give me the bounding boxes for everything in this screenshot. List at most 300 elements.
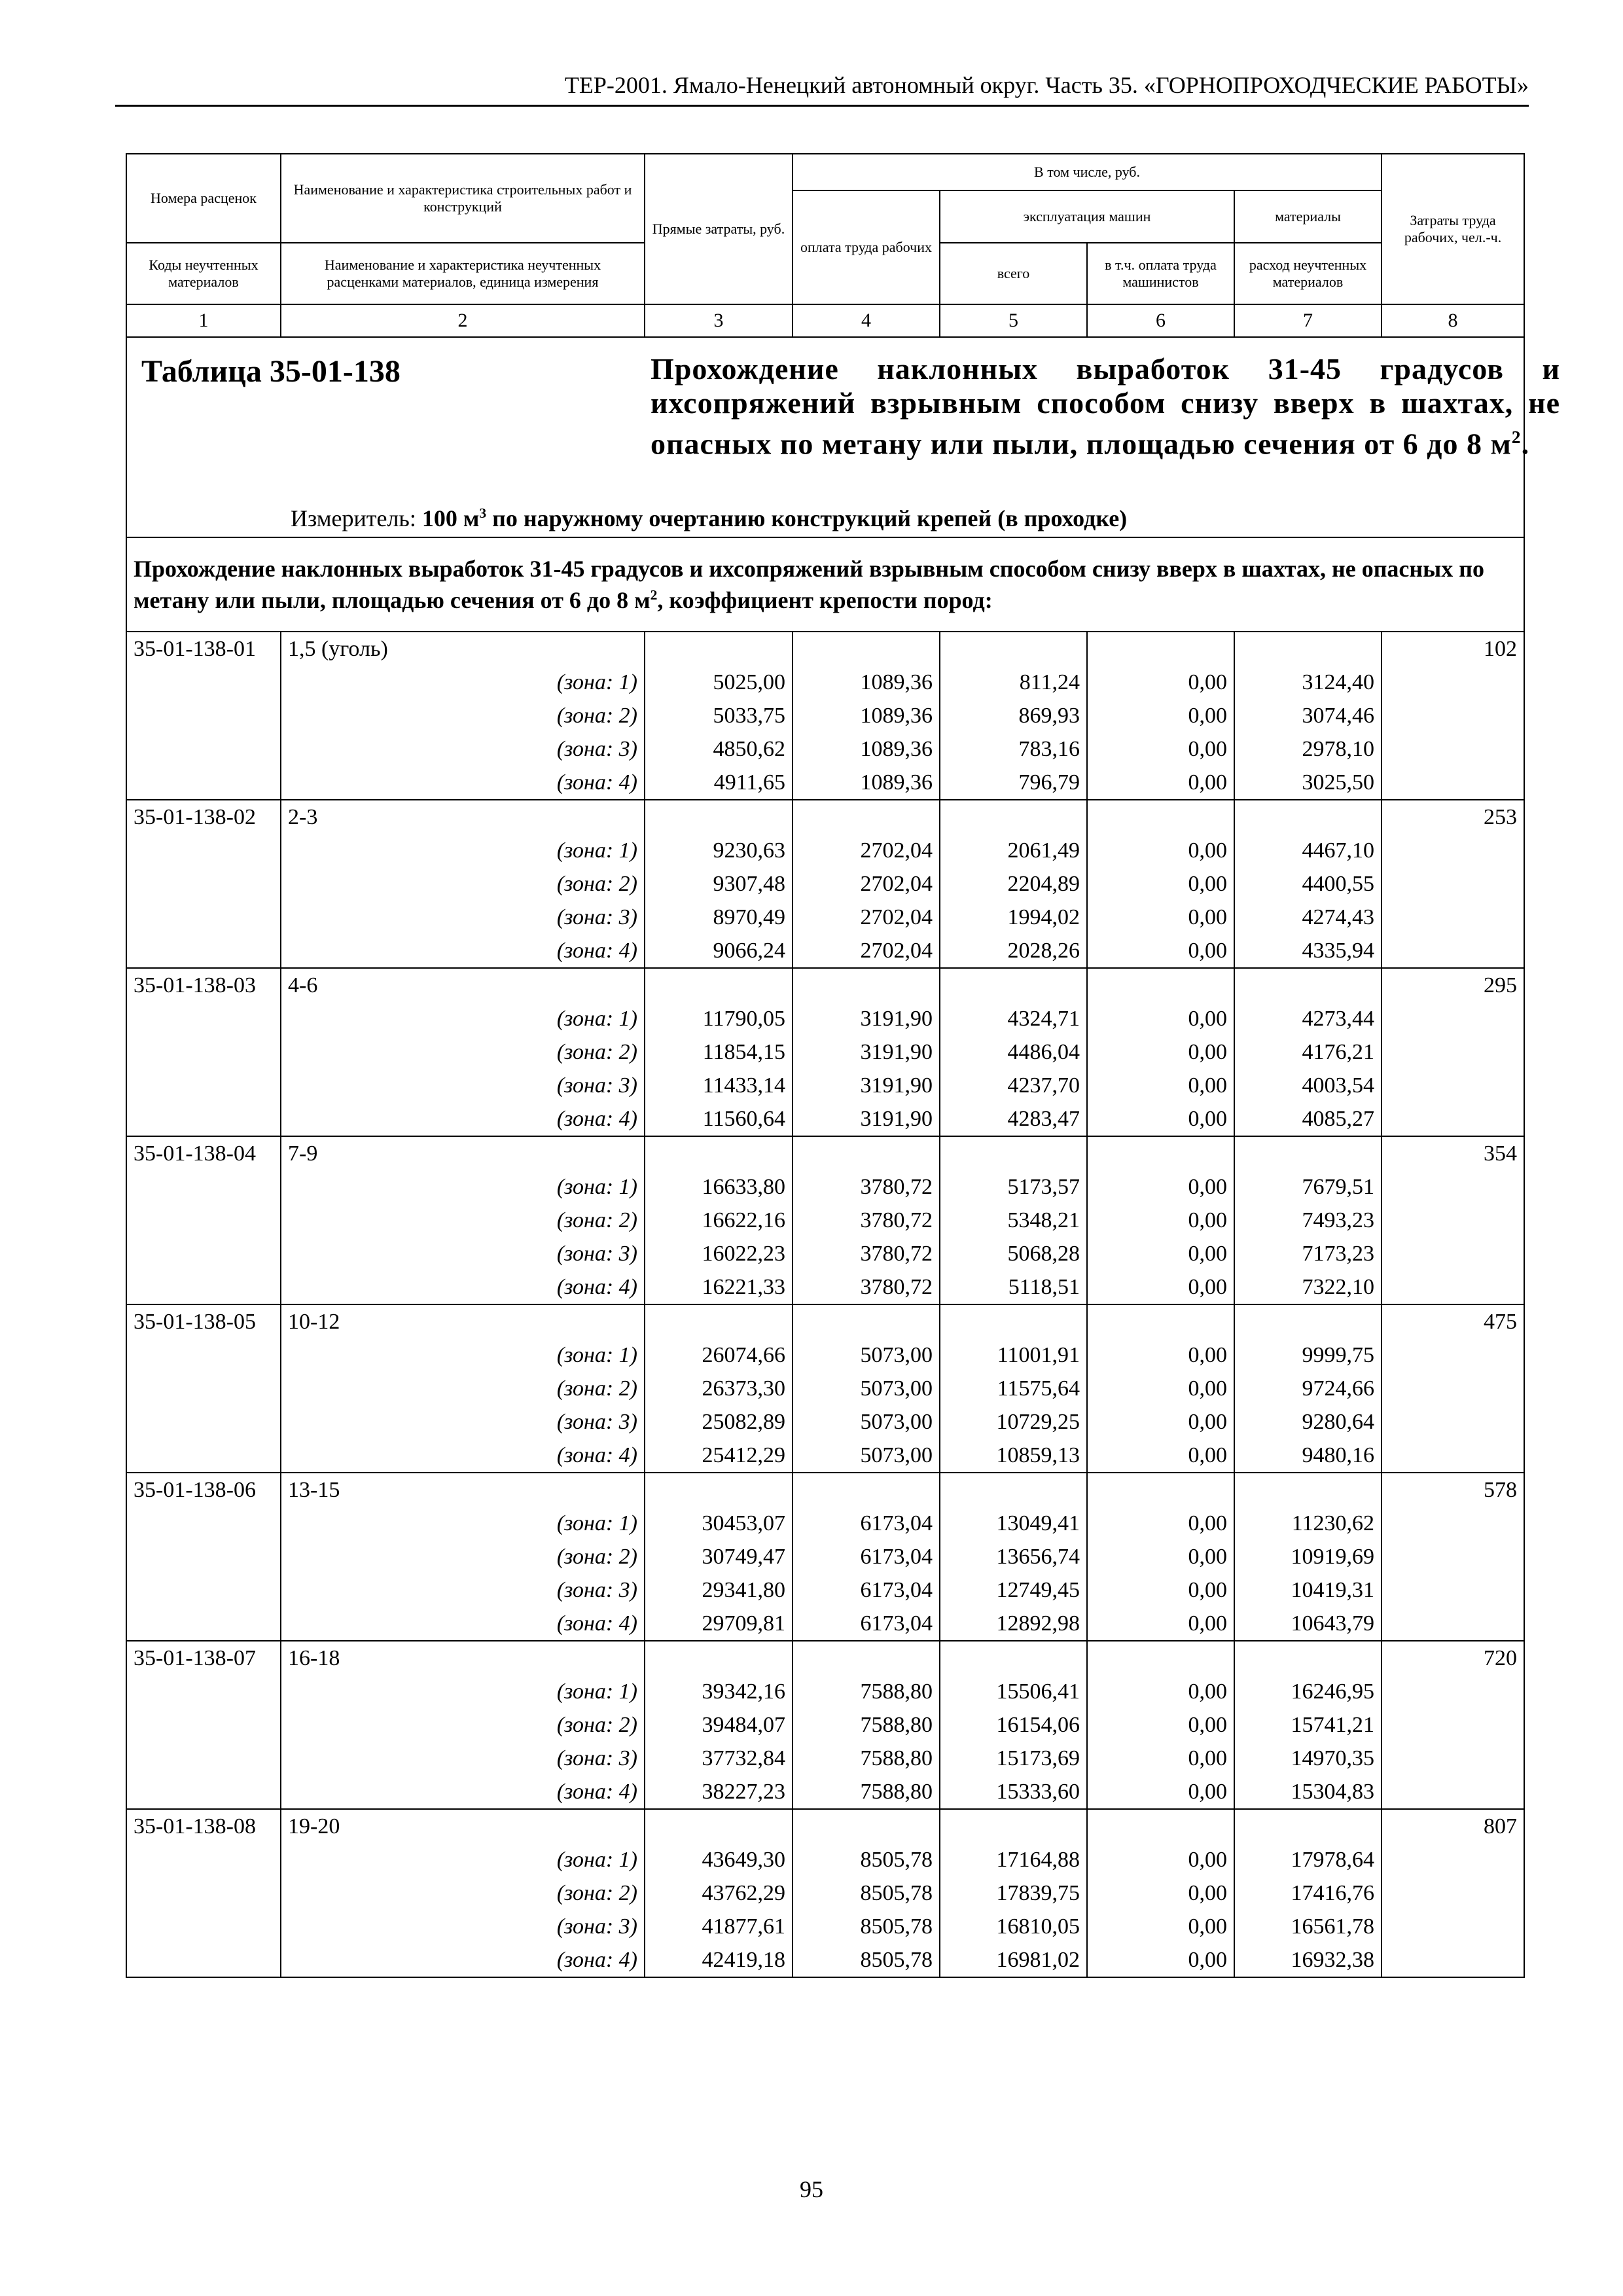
materials-cost-value: 3025,50: [1302, 770, 1375, 795]
materials-cost-value: 9280,64: [1302, 1410, 1375, 1434]
machine-total-value: 11001,91: [997, 1343, 1080, 1367]
machine-total-value: 13049,41: [996, 1511, 1080, 1535]
materials-cost-value: 2978,10: [1302, 737, 1375, 761]
machine-total-value: 12892,98: [996, 1611, 1080, 1636]
direct-cost-cell: [645, 1136, 793, 1304]
machine-total-cell: [940, 1809, 1087, 1977]
column-number: 7: [1234, 304, 1382, 337]
direct-cost-value: 11560,64: [702, 1107, 785, 1131]
materials-cost-value: 16561,78: [1291, 1914, 1375, 1939]
operator-pay-value: 0,00: [1188, 1343, 1227, 1367]
zone-label: (зона: 1): [556, 670, 637, 694]
machine-total-value: 16154,06: [996, 1713, 1080, 1737]
operator-pay-cell: [1087, 1304, 1234, 1473]
direct-cost-cell: [645, 800, 793, 968]
machine-total-value: 13656,74: [996, 1545, 1080, 1569]
labor-pay-value: 5073,00: [860, 1443, 933, 1467]
table-row: [126, 800, 1524, 968]
direct-cost-value: 4850,62: [713, 737, 785, 761]
rate-code-text: 35-01-138-05: [134, 1310, 256, 1334]
materials-cost-value: 7322,10: [1302, 1275, 1375, 1299]
zone-label: (зона: 2): [556, 704, 637, 728]
materials-cost-value: 10419,31: [1291, 1578, 1375, 1602]
materials-cost-value: 15304,83: [1291, 1780, 1375, 1804]
rate-code-text: 35-01-138-04: [134, 1141, 256, 1166]
machine-total-cell: [940, 1304, 1087, 1473]
operator-pay-cell: [1087, 1136, 1234, 1304]
rate-name-text: 2-3: [288, 805, 318, 829]
direct-cost-value: 43649,30: [702, 1848, 785, 1872]
direct-cost-cell: [645, 1641, 793, 1809]
table-row: [126, 968, 1524, 1136]
zone-label: (зона: 2): [556, 1545, 637, 1569]
zone-label: (зона: 2): [556, 1881, 637, 1905]
direct-cost-value: 5025,00: [713, 670, 785, 694]
direct-cost-value: 39484,07: [702, 1713, 785, 1737]
rate-name: [281, 1136, 645, 1304]
table-meter: Измеритель: 100 $м^3$ по наружному очертанию конструкций крепей (в проходке): [291, 505, 1128, 531]
materials-cost-value: 14970,35: [1291, 1746, 1375, 1770]
labor-cost-value: 253: [1484, 805, 1518, 829]
labor-pay-value: 5073,00: [860, 1410, 933, 1434]
labor-pay-value: 3780,72: [860, 1275, 933, 1299]
zone-label: (зона: 3): [556, 737, 637, 761]
labor-pay-value: 1089,36: [860, 737, 933, 761]
materials-cost-value: 4003,54: [1302, 1073, 1375, 1098]
direct-cost-value: 26074,66: [702, 1343, 785, 1367]
labor-cost-value: 475: [1484, 1310, 1518, 1334]
col-machine-ops: эксплуатация машин: [940, 190, 1234, 243]
operator-pay-value: 0,00: [1188, 1208, 1227, 1232]
rate-name-text: 4-6: [288, 973, 318, 997]
rate-name-text: 10-12: [288, 1310, 340, 1334]
machine-total-value: 5068,28: [1007, 1242, 1080, 1266]
operator-pay-value: 0,00: [1188, 1578, 1227, 1602]
labor-pay-value: 7588,80: [860, 1780, 933, 1804]
rate-name: [281, 1473, 645, 1641]
operator-pay-cell: [1087, 1641, 1234, 1809]
materials-cost-value: 4274,43: [1302, 905, 1375, 929]
rate-code-text: 35-01-138-06: [134, 1478, 256, 1502]
labor-pay-value: 6173,04: [860, 1511, 933, 1535]
materials-cost-value: 9999,75: [1302, 1343, 1375, 1367]
operator-pay-value: 0,00: [1188, 670, 1227, 694]
rate-code: [126, 1473, 281, 1641]
rate-name: [281, 632, 645, 800]
direct-cost-value: 25412,29: [702, 1443, 785, 1467]
rate-name-text: 13-15: [288, 1478, 340, 1502]
machine-total-value: 5348,21: [1007, 1208, 1080, 1232]
operator-pay-value: 0,00: [1188, 939, 1227, 963]
machine-total-cell: [940, 632, 1087, 800]
direct-cost-value: 29709,81: [702, 1611, 785, 1636]
rate-name: [281, 800, 645, 968]
materials-cost-value: 4085,27: [1302, 1107, 1375, 1131]
machine-total-value: 811,24: [1019, 670, 1080, 694]
machine-total-value: 15173,69: [996, 1746, 1080, 1770]
col-rate-number: Номера расценок: [126, 154, 281, 243]
zone-label: (зона: 4): [556, 1443, 637, 1467]
materials-cost-value: 9724,66: [1302, 1376, 1375, 1401]
materials-cost-value: 17416,76: [1291, 1881, 1375, 1905]
materials-cost-cell: [1234, 1809, 1382, 1977]
zone-label: (зона: 1): [556, 1007, 637, 1031]
direct-cost-cell: [645, 1304, 793, 1473]
operator-pay-value: 0,00: [1188, 1713, 1227, 1737]
machine-total-cell: [940, 800, 1087, 968]
labor-pay-value: 2702,04: [860, 872, 933, 896]
direct-cost-value: 38227,23: [702, 1780, 785, 1804]
zone-label: (зона: 2): [556, 1208, 637, 1232]
materials-cost-value: 15741,21: [1291, 1713, 1375, 1737]
col-work-name: Наименование и характеристика строительных работ и конструкций: [281, 154, 645, 243]
table-subtitle: Прохождение наклонных выработок 31-45 градусов и ихсопряжений взрывным способом снизу вверх в шахтах, не опасных по метану или пыли, площадью сечения от 6 до 8 $м^2$, коэффициент крепости пород:: [126, 537, 1524, 632]
zone-label: (зона: 1): [556, 838, 637, 863]
machine-total-value: 4324,71: [1007, 1007, 1080, 1031]
col-labor-costs: Затраты труда рабочих, чел.-ч.: [1382, 154, 1524, 304]
labor-pay-value: 7588,80: [860, 1713, 933, 1737]
materials-cost-value: 4176,21: [1302, 1040, 1375, 1064]
rate-code-text: 35-01-138-01: [134, 637, 256, 661]
labor-pay-value: 6173,04: [860, 1611, 933, 1636]
zone-label: (зона: 4): [556, 1611, 637, 1636]
zone-label: (зона: 1): [556, 1175, 637, 1199]
direct-cost-value: 26373,30: [702, 1376, 785, 1401]
table-row: [126, 1809, 1524, 1977]
rate-name: [281, 1809, 645, 1977]
machine-total-cell: [940, 1473, 1087, 1641]
labor-pay-value: 7588,80: [860, 1679, 933, 1704]
rate-code-text: 35-01-138-02: [134, 805, 256, 829]
rate-code: [126, 1304, 281, 1473]
machine-total-value: 1994,02: [1007, 905, 1080, 929]
machine-total-value: 4486,04: [1007, 1040, 1080, 1064]
operator-pay-value: 0,00: [1188, 1511, 1227, 1535]
labor-pay-value: 8505,78: [860, 1881, 933, 1905]
labor-cost-value: 354: [1484, 1141, 1518, 1166]
operator-pay-value: 0,00: [1188, 1545, 1227, 1569]
zone-label: (зона: 4): [556, 1275, 637, 1299]
machine-total-value: 783,16: [1018, 737, 1080, 761]
labor-pay-value: 8505,78: [860, 1914, 933, 1939]
operator-pay-value: 0,00: [1188, 1443, 1227, 1467]
labor-cost-cell: [1382, 968, 1524, 1136]
rate-code: [126, 1136, 281, 1304]
materials-cost-cell: [1234, 1136, 1382, 1304]
labor-pay-value: 1089,36: [860, 704, 933, 728]
machine-total-value: 12749,45: [996, 1578, 1080, 1602]
zone-label: (зона: 2): [556, 1376, 637, 1401]
zone-label: (зона: 3): [556, 1914, 637, 1939]
table-title: Прохождение наклонных выработок 31-45 градусов и ихсопряжений взрывным способом снизу вверх в шахтах, не опасных по метану или пыли, площадью сечения от 6 до 8 $м^2$.: [651, 352, 1560, 461]
labor-cost-cell: [1382, 1136, 1524, 1304]
labor-cost-cell: [1382, 800, 1524, 968]
operator-pay-value: 0,00: [1188, 1848, 1227, 1872]
materials-cost-value: 4467,10: [1302, 838, 1375, 863]
operator-pay-value: 0,00: [1188, 1611, 1227, 1636]
direct-cost-value: 11433,14: [702, 1073, 785, 1098]
labor-cost-value: 102: [1484, 637, 1518, 661]
col-operator-pay: в т.ч. оплата труда машинистов: [1087, 243, 1234, 304]
column-number: 1: [126, 304, 281, 337]
col-materials: материалы: [1234, 190, 1382, 243]
machine-total-cell: [940, 968, 1087, 1136]
running-header: ТЕР-2001. Ямало-Ненецкий автономный округ. Часть 35. «ГОРНОПРОХОДЧЕСКИЕ РАБОТЫ»: [564, 72, 1529, 98]
direct-cost-value: 42419,18: [702, 1948, 785, 1972]
operator-pay-value: 0,00: [1188, 1007, 1227, 1031]
operator-pay-cell: [1087, 800, 1234, 968]
operator-pay-value: 0,00: [1188, 1073, 1227, 1098]
labor-pay-value: 8505,78: [860, 1948, 933, 1972]
labor-cost-cell: [1382, 1304, 1524, 1473]
operator-pay-value: 0,00: [1188, 1275, 1227, 1299]
materials-cost-value: 4273,44: [1302, 1007, 1375, 1031]
zone-label: (зона: 1): [556, 1848, 637, 1872]
labor-pay-value: 3191,90: [860, 1007, 933, 1031]
rate-name: [281, 1304, 645, 1473]
operator-pay-value: 0,00: [1188, 1780, 1227, 1804]
operator-pay-value: 0,00: [1188, 1376, 1227, 1401]
rate-code: [126, 800, 281, 968]
labor-pay-cell: [793, 1304, 940, 1473]
materials-cost-value: 16932,38: [1291, 1948, 1375, 1972]
materials-cost-value: 4400,55: [1302, 872, 1375, 896]
rate-code: [126, 968, 281, 1136]
labor-pay-value: 6173,04: [860, 1578, 933, 1602]
labor-pay-value: 5073,00: [860, 1376, 933, 1401]
direct-cost-value: 16221,33: [702, 1275, 785, 1299]
rate-code-text: 35-01-138-07: [134, 1646, 256, 1670]
labor-pay-cell: [793, 968, 940, 1136]
operator-pay-value: 0,00: [1188, 905, 1227, 929]
zone-label: (зона: 4): [556, 1780, 637, 1804]
materials-cost-value: 7173,23: [1302, 1242, 1375, 1266]
materials-cost-value: 3074,46: [1302, 704, 1375, 728]
labor-cost-cell: [1382, 1641, 1524, 1809]
materials-cost-cell: [1234, 1304, 1382, 1473]
rate-name: [281, 968, 645, 1136]
direct-cost-value: 37732,84: [702, 1746, 785, 1770]
labor-pay-value: 3780,72: [860, 1175, 933, 1199]
operator-pay-cell: [1087, 1473, 1234, 1641]
column-number: 2: [281, 304, 645, 337]
rates-table: [126, 153, 1560, 1978]
operator-pay-value: 0,00: [1188, 1175, 1227, 1199]
direct-cost-value: 9230,63: [713, 838, 785, 863]
direct-cost-value: 16633,80: [702, 1175, 785, 1199]
column-number: 3: [645, 304, 793, 337]
zone-label: (зона: 1): [556, 1679, 637, 1704]
rate-code-text: 35-01-138-03: [134, 973, 256, 997]
page-number: 95: [800, 2176, 823, 2202]
rate-code: [126, 632, 281, 800]
rate-code: [126, 1641, 281, 1809]
materials-cost-value: 11230,62: [1291, 1511, 1375, 1535]
labor-pay-value: 2702,04: [860, 939, 933, 963]
labor-pay-cell: [793, 1809, 940, 1977]
direct-cost-cell: [645, 968, 793, 1136]
column-number: 8: [1382, 304, 1524, 337]
materials-cost-value: 3124,40: [1302, 670, 1375, 694]
machine-total-value: 4237,70: [1007, 1073, 1080, 1098]
operator-pay-value: 0,00: [1188, 770, 1227, 795]
direct-cost-value: 16022,23: [702, 1242, 785, 1266]
operator-pay-value: 0,00: [1188, 838, 1227, 863]
labor-cost-value: 295: [1484, 973, 1518, 997]
labor-pay-value: 6173,04: [860, 1545, 933, 1569]
direct-cost-value: 43762,29: [702, 1881, 785, 1905]
labor-cost-cell: [1382, 632, 1524, 800]
col-including: В том числе, руб.: [793, 154, 1382, 190]
machine-total-value: 5173,57: [1007, 1175, 1080, 1199]
table-row: [126, 632, 1524, 800]
machine-total-value: 17839,75: [996, 1881, 1080, 1905]
zone-label: (зона: 3): [556, 1746, 637, 1770]
rate-name-text: 16-18: [288, 1646, 340, 1670]
zone-label: (зона: 3): [556, 1578, 637, 1602]
direct-cost-value: 8970,49: [713, 905, 785, 929]
materials-cost-cell: [1234, 968, 1382, 1136]
machine-total-value: 15506,41: [996, 1679, 1080, 1704]
operator-pay-value: 0,00: [1188, 1746, 1227, 1770]
rate-name-text: 7-9: [288, 1141, 318, 1166]
labor-cost-cell: [1382, 1473, 1524, 1641]
table-label: Таблица 35-01-138: [141, 354, 401, 389]
zone-label: (зона: 4): [556, 1107, 637, 1131]
labor-pay-cell: [793, 800, 940, 968]
direct-cost-value: 25082,89: [702, 1410, 785, 1434]
materials-cost-value: 7493,23: [1302, 1208, 1375, 1232]
table-row: [126, 1641, 1524, 1809]
machine-total-value: 2204,89: [1007, 872, 1080, 896]
labor-cost-cell: [1382, 1809, 1524, 1977]
zone-label: (зона: 3): [556, 1073, 637, 1098]
machine-total-value: 869,93: [1018, 704, 1080, 728]
zone-label: (зона: 2): [556, 1040, 637, 1064]
operator-pay-cell: [1087, 632, 1234, 800]
machine-total-value: 10729,25: [996, 1410, 1080, 1434]
table-row: [126, 1136, 1524, 1304]
direct-cost-value: 11854,15: [702, 1040, 785, 1064]
operator-pay-value: 0,00: [1188, 872, 1227, 896]
rate-name: [281, 1641, 645, 1809]
zone-label: (зона: 2): [556, 1713, 637, 1737]
labor-pay-value: 3780,72: [860, 1208, 933, 1232]
col-total: всего: [940, 243, 1087, 304]
labor-pay-value: 2702,04: [860, 838, 933, 863]
direct-cost-cell: [645, 1809, 793, 1977]
operator-pay-value: 0,00: [1188, 704, 1227, 728]
column-number: 6: [1087, 304, 1234, 337]
labor-cost-value: 720: [1484, 1646, 1518, 1670]
direct-cost-value: 11790,05: [702, 1007, 785, 1031]
direct-cost-value: 39342,16: [702, 1679, 785, 1704]
rate-code: [126, 1809, 281, 1977]
operator-pay-value: 0,00: [1188, 1410, 1227, 1434]
labor-pay-value: 1089,36: [860, 770, 933, 795]
direct-cost-value: 41877,61: [702, 1914, 785, 1939]
materials-cost-value: 4335,94: [1302, 939, 1375, 963]
operator-pay-value: 0,00: [1188, 1881, 1227, 1905]
labor-pay-value: 1089,36: [860, 670, 933, 694]
col-material-codes: Коды неучтенных материалов: [126, 243, 281, 304]
zone-label: (зона: 4): [556, 1948, 637, 1972]
machine-total-value: 5118,51: [1008, 1275, 1080, 1299]
labor-pay-cell: [793, 1136, 940, 1304]
machine-total-value: 796,79: [1018, 770, 1080, 795]
materials-cost-cell: [1234, 800, 1382, 968]
machine-total-value: 16810,05: [996, 1914, 1080, 1939]
machine-total-value: 4283,47: [1007, 1107, 1080, 1131]
labor-cost-value: 807: [1484, 1814, 1518, 1839]
col-material-names: Наименование и характеристика неучтенных расценками материалов, единица измерения: [281, 243, 645, 304]
zone-label: (зона: 3): [556, 905, 637, 929]
zone-label: (зона: 3): [556, 1242, 637, 1266]
materials-cost-value: 10643,79: [1291, 1611, 1375, 1636]
materials-cost-cell: [1234, 1641, 1382, 1809]
rate-code-text: 35-01-138-08: [134, 1814, 256, 1839]
labor-pay-value: 5073,00: [860, 1343, 933, 1367]
direct-cost-value: 29341,80: [702, 1578, 785, 1602]
machine-total-cell: [940, 1641, 1087, 1809]
labor-pay-value: 3191,90: [860, 1107, 933, 1131]
col-direct-costs: Прямые затраты, руб.: [645, 154, 793, 304]
direct-cost-cell: [645, 632, 793, 800]
header-rule: [115, 105, 1529, 107]
materials-cost-value: 10919,69: [1291, 1545, 1375, 1569]
operator-pay-cell: [1087, 1809, 1234, 1977]
machine-total-value: 2028,26: [1007, 939, 1080, 963]
direct-cost-value: 4911,65: [713, 770, 785, 795]
machine-total-value: 2061,49: [1007, 838, 1080, 863]
materials-cost-value: 7679,51: [1302, 1175, 1375, 1199]
labor-pay-value: 8505,78: [860, 1848, 933, 1872]
materials-cost-cell: [1234, 1473, 1382, 1641]
operator-pay-value: 0,00: [1188, 1679, 1227, 1704]
labor-pay-cell: [793, 632, 940, 800]
zone-label: (зона: 3): [556, 1410, 637, 1434]
zone-label: (зона: 1): [556, 1511, 637, 1535]
labor-pay-value: 2702,04: [860, 905, 933, 929]
direct-cost-value: 9066,24: [713, 939, 785, 963]
direct-cost-value: 5033,75: [713, 704, 785, 728]
table-row: [126, 1473, 1524, 1641]
zone-label: (зона: 4): [556, 939, 637, 963]
zone-label: (зона: 1): [556, 1343, 637, 1367]
zone-label: (зона: 2): [556, 872, 637, 896]
operator-pay-cell: [1087, 968, 1234, 1136]
operator-pay-value: 0,00: [1188, 1948, 1227, 1972]
labor-pay-cell: [793, 1641, 940, 1809]
materials-cost-cell: [1234, 632, 1382, 800]
table-row: [126, 1304, 1524, 1473]
column-number: 5: [940, 304, 1087, 337]
zone-label: (зона: 4): [556, 770, 637, 795]
direct-cost-cell: [645, 1473, 793, 1641]
machine-total-value: 17164,88: [996, 1848, 1080, 1872]
labor-pay-value: 3191,90: [860, 1073, 933, 1098]
direct-cost-value: 9307,48: [713, 872, 785, 896]
labor-pay-value: 3780,72: [860, 1242, 933, 1266]
machine-total-value: 11575,64: [997, 1376, 1080, 1401]
machine-total-value: 15333,60: [996, 1780, 1080, 1804]
operator-pay-value: 0,00: [1188, 737, 1227, 761]
col-materials-usage: расход неучтенных материалов: [1234, 243, 1382, 304]
materials-cost-value: 16246,95: [1291, 1679, 1375, 1704]
machine-total-value: 10859,13: [996, 1443, 1080, 1467]
operator-pay-value: 0,00: [1188, 1242, 1227, 1266]
labor-pay-value: 3191,90: [860, 1040, 933, 1064]
